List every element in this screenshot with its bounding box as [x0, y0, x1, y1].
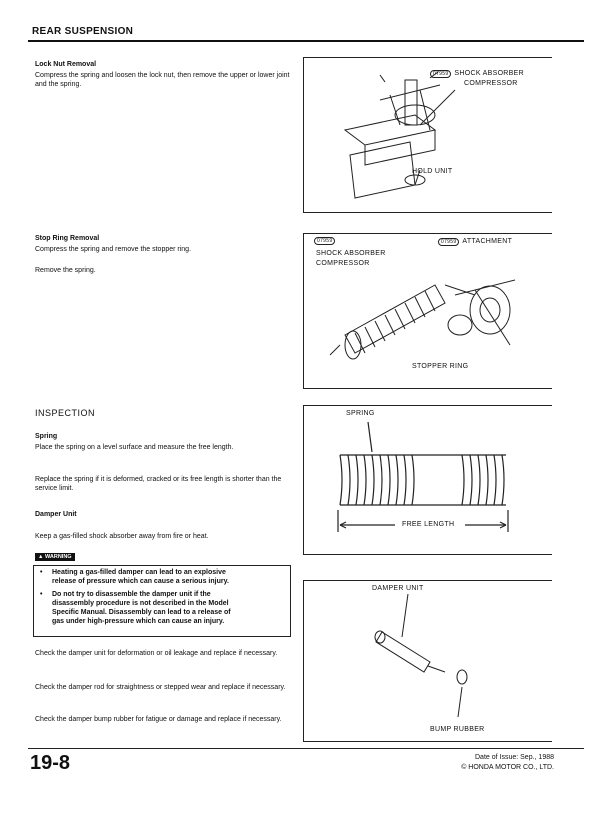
issue-date: Date of Issue: Sep., 1988 [475, 754, 554, 761]
spring-title: Spring [35, 433, 58, 440]
tool-box-icon: 07959 [430, 70, 451, 78]
figure-damper-label: DAMPER UNIT [372, 585, 424, 592]
warning-2d: gas under high-pressure which can cause an injury. [52, 618, 225, 625]
figure-lock-nut-drawing [320, 70, 530, 205]
check-1: Check the damper unit for deformation or oil leakage and replace if necessary. [35, 650, 278, 657]
warning-2a: Do not try to disassemble the damper unit if the [52, 591, 211, 598]
figure-stop-ring-label-3: 07959 ATTACHMENT [438, 238, 512, 246]
check-2: Check the damper rod for straightness or stepped wear and replace if necessary. [35, 684, 286, 691]
spring-text: Place the spring on a level surface and measure the free length. [35, 444, 234, 451]
stop-ring-text-2: Remove the spring. [35, 267, 96, 274]
footer-rule [28, 748, 584, 749]
header-rule [28, 40, 584, 42]
figure-stop-ring-toolbox-1 [314, 237, 338, 245]
spring-text-2: Replace the spring if it is deformed, cracked or its free length is shorter than the service limit. [35, 476, 282, 492]
figure-bump-rubber-label: BUMP RUBBER [430, 726, 485, 733]
warning-bullet-2: • [40, 591, 43, 598]
figure-lock-nut-label-3: HOLD UNIT [412, 168, 453, 175]
warning-bullet-1: • [40, 569, 43, 576]
page-header-title: REAR SUSPENSION [32, 26, 134, 37]
figure-stop-ring-label-4: STOPPER RING [412, 363, 469, 370]
page-number: 19-8 [30, 752, 71, 774]
figure-spring-label: SPRING [346, 410, 375, 417]
figure-lock-nut-label-2: COMPRESSOR [464, 80, 518, 87]
figure-spring-drawing [330, 420, 520, 535]
figure-damper-drawing [370, 592, 480, 722]
company-copyright: © HONDA MOTOR CO., LTD. [461, 764, 554, 771]
lock-nut-title: Lock Nut Removal [35, 61, 97, 68]
warning-2b: disassembly procedure is not described in the Model [52, 600, 229, 607]
warning-2c: Specific Manual. Disassembly can lead to a release of [52, 609, 231, 616]
tool-box-icon: 07959 [314, 237, 335, 245]
tool-box-icon: 07959 [438, 238, 459, 246]
lock-nut-text: Compress the spring and loosen the lock nut, then remove the upper or lower joint and the spring. [35, 72, 290, 88]
warning-1a: Heating a gas-filled damper can lead to an explosive [52, 569, 226, 576]
figure-lock-nut-label-1: 07959 SHOCK ABSORBER [430, 70, 524, 78]
stop-ring-title: Stop Ring Removal [35, 235, 100, 242]
stop-ring-text: Compress the spring and remove the stopper ring. [35, 246, 192, 253]
warning-1b: release of pressure which can cause a serious injury. [52, 578, 229, 585]
figure-free-length-label: FREE LENGTH [402, 521, 455, 528]
figure-stop-ring-drawing [325, 265, 525, 365]
warning-label: ▲ WARNING [35, 553, 75, 561]
check-3: Check the damper bump rubber for fatigue or damage and replace if necessary. [35, 716, 282, 723]
damper-title: Damper Unit [35, 511, 77, 518]
figure-stop-ring-label-2: COMPRESSOR [316, 260, 370, 267]
inspection-title: INSPECTION [35, 408, 96, 418]
damper-text: Keep a gas-filled shock absorber away from fire or heat. [35, 533, 209, 540]
figure-stop-ring-label-1: SHOCK ABSORBER [316, 250, 386, 257]
